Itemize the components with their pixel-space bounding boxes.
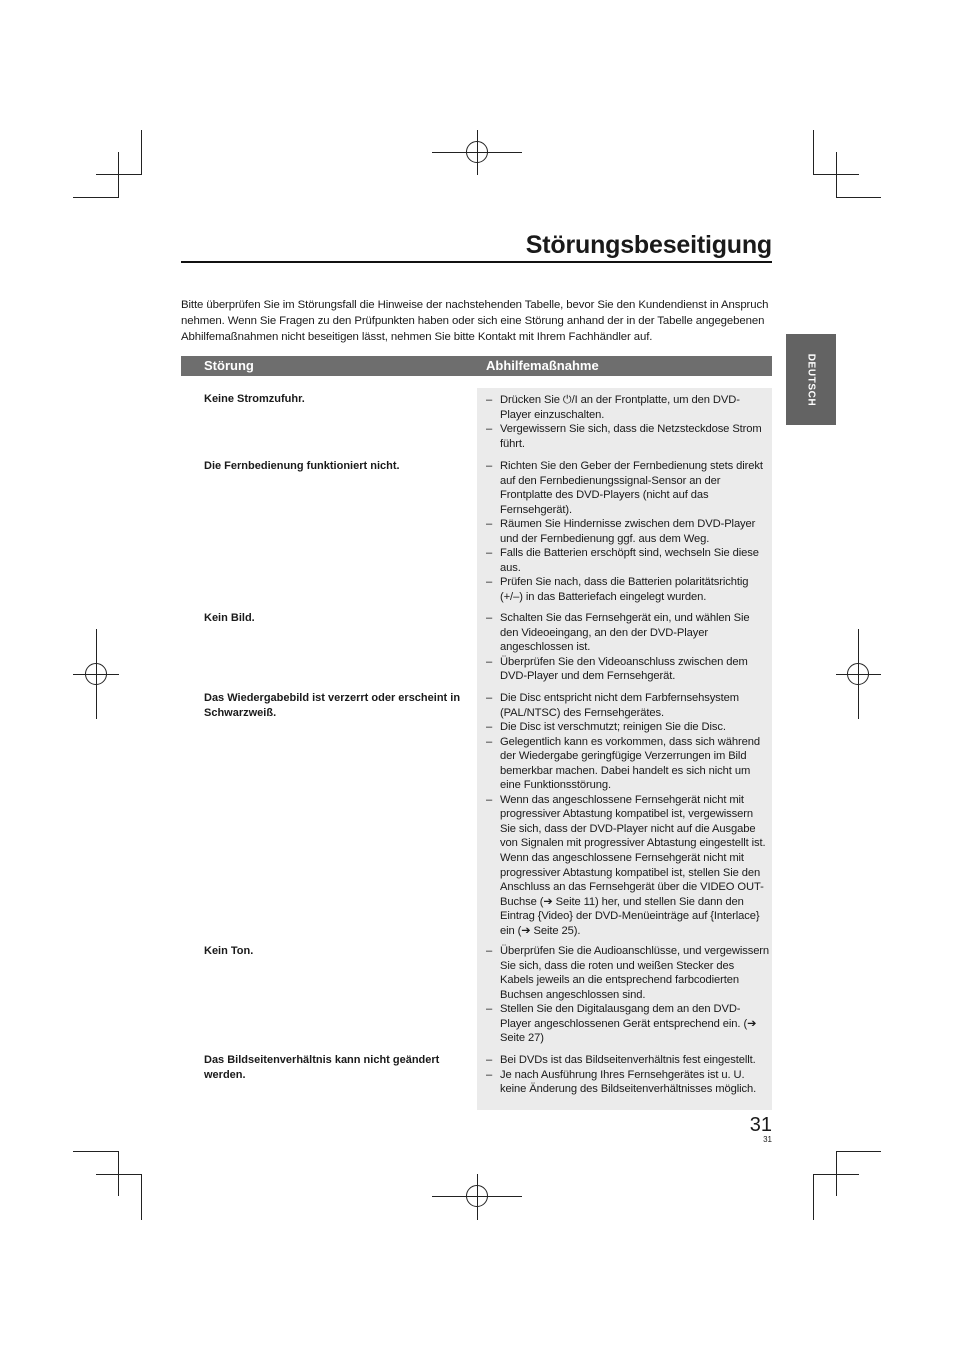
crop-mark <box>141 1174 142 1220</box>
remedy-item: – Überprüfen Sie die Audioanschlüsse, und vergewissern Sie sich, dass die roten und weißen Stecker des Kabels jeweils an die entsprechend farbcodierten Buchsen angeschlossen sind. <box>486 944 770 1002</box>
remedy-list <box>486 459 770 604</box>
remedy-item: – Bei DVDs ist das Bildseitenverhältnis fest eingestellt. <box>486 1053 770 1068</box>
remedy-item: – Die Disc entspricht nicht dem Farbfernsehsystem (PAL/NTSC) des Fernsehgerätes. <box>486 691 770 720</box>
crop-mark <box>118 1151 119 1196</box>
remedy-item: – Gelegentlich kann es vorkommen, dass sich während der Wiedergabe geringfügige Verzerrungen im Bild bemerkbar machen. Dabei handelt es sich nicht um eine Funktionsstörung. <box>486 735 770 793</box>
remedy-item: – Prüfen Sie nach, dass die Batterien polaritätsrichtig (+/–) in das Batteriefach eingelegt wurden. <box>486 575 770 604</box>
problem-cell: Das Wiedergabebild ist verzerrt oder erscheint in Schwarzweiß. <box>204 692 461 719</box>
table-header <box>181 356 772 376</box>
problem-cell: Kein Ton. <box>204 945 254 957</box>
remedy-list <box>486 611 770 684</box>
remedy-list <box>486 393 770 451</box>
remedy-item: – Überprüfen Sie den Videoanschluss zwischen dem DVD-Player und dem Fernsehgerät. <box>486 655 770 684</box>
remedy-list <box>486 1053 770 1097</box>
language-tab-label: DEUTSCH <box>805 353 817 407</box>
crop-mark <box>813 130 814 174</box>
remedy-item: – Stellen Sie den Digitalausgang dem an den DVD-Player angeschlossenen Gerät entsprechend ein. (➔ Seite 27) <box>486 1002 770 1046</box>
problem-cell: Das Bildseitenverhältnis kann nicht geändert werden. <box>204 1054 440 1081</box>
title-underline <box>181 261 772 263</box>
remedy-item: – Die Disc ist verschmutzt; reinigen Sie die Disc. <box>486 720 770 735</box>
remedy-item: – Drücken Sie ⏻/I an der Frontplatte, um den DVD-Player einzuschalten. <box>486 393 770 422</box>
crop-mark <box>813 174 859 175</box>
column-header-problem: Störung <box>204 358 254 373</box>
problem-cell: Kein Bild. <box>204 612 255 624</box>
column-header-remedy: Abhilfemaßnahme <box>486 358 599 373</box>
remedy-item: – Wenn das angeschlossene Fernsehgerät nicht mit progressiver Abtastung kompatibel ist, vergewissern Sie sich, dass der DVD-Player nicht auf die Ausgabe von Signalen mit progressiver Abtastung eingestellt ist. Wenn das angeschlossene Fernsehgerät nicht mit progressiver Abtastung kompatibel ist, stellen Sie den Anschluss an das Fernsehgerät über die VIDEO OUT-Buchse (➔ Seite 11) her, und stellen Sie dann den Eintrag {Video} der DVD-Menüeinträge auf {Interlace} ein (➔ Seite 25). <box>486 793 770 938</box>
crop-mark <box>836 1151 837 1196</box>
crop-mark <box>96 1174 142 1175</box>
page-title: Störungsbeseitigung <box>525 231 772 259</box>
problem-cell: Die Fernbedienung funktioniert nicht. <box>204 460 400 472</box>
intro-paragraph: Bitte überprüfen Sie im Störungsfall die Hinweise der nachstehenden Tabelle, bevor Sie den Kundendienst in Anspruch nehmen. Wenn Sie Fragen zu den Prüfpunkten haben oder sich eine Störung anhand der in der Tabelle angegebenen Abhilfemaßnahmen nicht beseitigen lässt, nehmen Sie bitte Kontakt mit Ihrem Fachhändler auf. <box>181 299 769 343</box>
crop-mark <box>73 1151 119 1152</box>
crop-mark <box>141 130 142 174</box>
remedy-item: – Vergewissern Sie sich, dass die Netzsteckdose Strom führt. <box>486 422 770 451</box>
language-tab <box>786 334 836 425</box>
crop-mark <box>836 1151 881 1152</box>
crop-mark <box>96 174 142 175</box>
remedy-item: – Falls die Batterien erschöpft sind, wechseln Sie diese aus. <box>486 546 770 575</box>
remedy-item: – Räumen Sie Hindernisse zwischen dem DVD-Player und der Fernbedienung ggf. aus dem Weg. <box>486 517 770 546</box>
crop-mark <box>73 197 119 198</box>
crop-mark <box>813 1174 814 1220</box>
page-number: 31 <box>749 1114 772 1136</box>
remedy-list <box>486 691 770 938</box>
problem-cell: Keine Stromzufuhr. <box>204 393 305 405</box>
remedy-item: – Richten Sie den Geber der Fernbedienung stets direkt auf den Fernbedienungssignal-Sensor an der Frontplatte des DVD-Players (nicht auf das Fernsehgerät). <box>486 459 770 517</box>
remedy-item: – Schalten Sie das Fernsehgerät ein, und wählen Sie den Videoeingang, an den der DVD-Player angeschlossen ist. <box>486 611 770 655</box>
page-number-small: 31 <box>763 1135 772 1144</box>
crop-mark <box>836 197 881 198</box>
remedy-item: – Je nach Ausführung Ihres Fernsehgerätes ist u. U. keine Änderung des Bildseitenverhältnisses möglich. <box>486 1068 770 1097</box>
remedy-list <box>486 944 770 1046</box>
